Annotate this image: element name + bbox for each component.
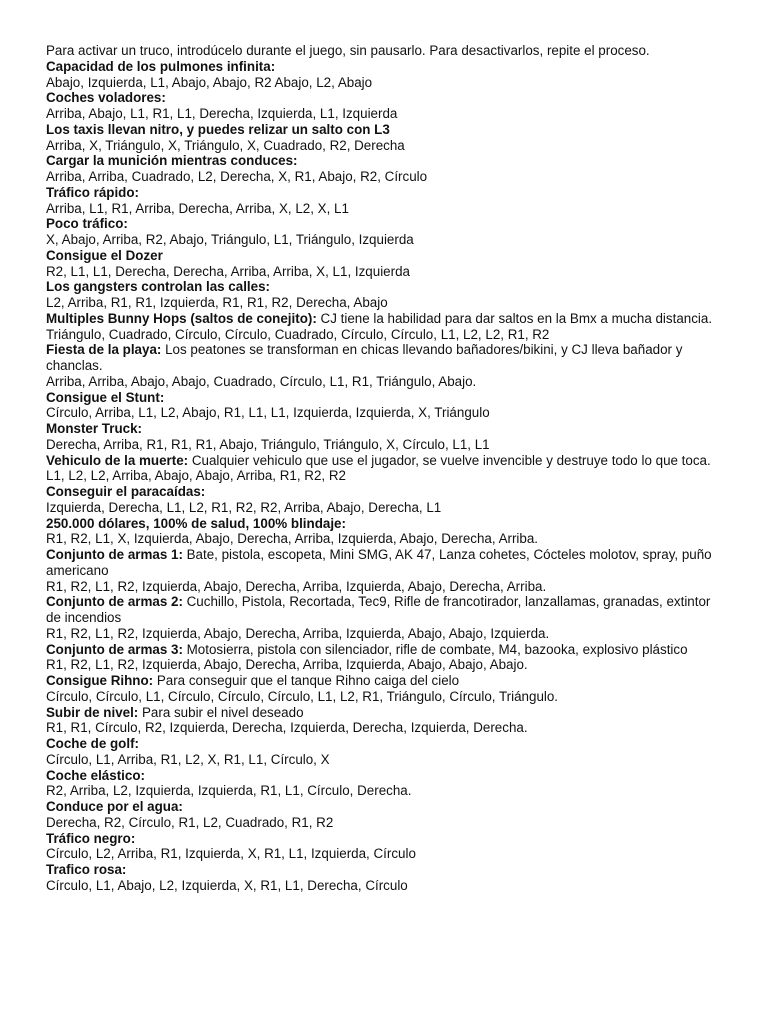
cheat-entry <box>46 390 726 422</box>
cheat-description: Para subir el nivel deseado <box>138 704 304 720</box>
cheat-code: Arriba, Abajo, L1, R1, L1, Derecha, Izquierda, L1, Izquierda <box>46 106 398 121</box>
cheat-heading <box>46 799 726 815</box>
cheat-code: R1, R2, L1, R2, Izquierda, Abajo, Derecha, Arriba, Izquierda, Abajo, Abajo, Abajo. <box>46 657 528 673</box>
cheat-code: Círculo, Círculo, L1, Círculo, Círculo, Círculo, L1, L2, R1, Triángulo, Círculo, Triángulo. <box>46 688 559 704</box>
cheat-entry <box>46 642 726 674</box>
cheat-heading <box>46 594 726 626</box>
cheat-heading <box>46 421 726 437</box>
cheat-entry <box>46 594 726 641</box>
cheat-entry <box>46 705 726 737</box>
cheat-code: Derecha, Arriba, R1, R1, R1, Abajo, Triángulo, Triángulo, X, Círculo, L1, L1 <box>46 436 490 452</box>
cheat-entry <box>46 453 726 485</box>
cheat-heading <box>46 122 726 138</box>
cheat-title: Conjunto de armas 1: <box>46 547 183 562</box>
cheat-list <box>46 59 726 894</box>
cheat-heading <box>46 831 726 847</box>
cheat-code: R1, R1, Círculo, R2, Izquierda, Derecha, Izquierda, Derecha, Izquierda, Derecha. <box>46 720 528 736</box>
cheat-code: R2, Arriba, L2, Izquierda, Izquierda, R1, L1, Círculo, Derecha. <box>46 783 412 799</box>
cheat-entry <box>46 421 726 453</box>
cheat-entry <box>46 185 726 217</box>
cheat-heading <box>46 705 726 721</box>
cheat-title: Los gangsters controlan las calles: <box>46 279 270 295</box>
cheat-code: X, Abajo, Arriba, R2, Abajo, Triángulo, L1, Triángulo, Izquierda <box>46 232 414 247</box>
cheat-title: Vehiculo de la muerte: <box>46 452 189 468</box>
cheat-entry <box>46 799 726 831</box>
cheat-heading <box>46 248 726 264</box>
cheat-description: Cuchillo, Pistola, Recortada, Tec9, Rifle de francotirador, lanzallamas, granadas, extintor de incendios <box>46 594 711 625</box>
cheat-heading <box>46 90 726 106</box>
cheat-code: R1, R2, L1, R2, Izquierda, Abajo, Derecha, Arriba, Izquierda, Abajo, Derecha, Arriba. <box>46 578 547 594</box>
cheat-title: Consigue el Stunt: <box>46 389 165 405</box>
cheat-heading <box>46 453 726 469</box>
cheat-code: Arriba, Arriba, Cuadrado, L2, Derecha, X, R1, Abajo, R2, Círculo <box>46 169 428 184</box>
cheat-code: Círculo, L1, Abajo, L2, Izquierda, X, R1, L1, Derecha, Círculo <box>46 877 408 893</box>
cheat-heading <box>46 185 726 201</box>
cheat-heading <box>46 342 726 374</box>
cheat-code: Círculo, Arriba, L1, L2, Abajo, R1, L1, L1, Izquierda, Izquierda, X, Triángulo <box>46 405 490 421</box>
cheat-title: Cargar la munición mientras conduces: <box>46 153 298 169</box>
cheat-title: Trafico rosa: <box>46 862 127 877</box>
cheat-heading <box>46 311 726 327</box>
cheat-code: Arriba, L1, R1, Arriba, Derecha, Arriba, X, L2, X, L1 <box>46 200 349 216</box>
cheat-code: R1, R2, L1, R2, Izquierda, Abajo, Derecha, Arriba, Izquierda, Abajo, Abajo, Izquierda. <box>46 625 550 641</box>
cheat-description: Motosierra, pistola con silenciador, rifle de combate, M4, bazooka, explosivo plástico <box>182 641 688 657</box>
cheat-title: Poco tráfico: <box>46 216 128 232</box>
cheat-title: Conjunto de armas 2: <box>46 594 183 610</box>
cheat-description: Bate, pistola, escopeta, Mini SMG, AK 47, Lanza cohetes, Cócteles molotov, spray, puño americano <box>46 547 712 578</box>
cheat-description: Para conseguir que el tanque Rihno caiga del cielo <box>153 673 460 688</box>
intro-text: Para activar un truco, introdúcelo durante el juego, sin pausarlo. Para desactivarlos, repite el proceso. <box>46 43 650 58</box>
cheat-description: CJ tiene la habilidad para dar saltos en la Bmx a mucha distancia. <box>316 310 713 326</box>
cheat-title: Multiples Bunny Hops (saltos de conejito): <box>46 310 317 326</box>
cheat-title: Consigue Rihno: <box>46 673 154 688</box>
cheat-title: Conseguir el paracaídas: <box>46 484 206 499</box>
cheat-title: Capacidad de los pulmones infinita: <box>46 58 276 74</box>
cheat-code: Círculo, L1, Arriba, R1, L2, X, R1, L1, Círculo, X <box>46 751 330 767</box>
document-body <box>46 43 726 894</box>
cheat-heading <box>46 153 726 169</box>
cheat-heading <box>46 768 726 784</box>
cheat-code: R1, R2, L1, X, Izquierda, Abajo, Derecha, Arriba, Izquierda, Abajo, Derecha, Arriba. <box>46 531 539 547</box>
cheat-code: L1, L2, L2, Arriba, Abajo, Abajo, Arriba, R1, R2, R2 <box>46 468 346 484</box>
cheat-entry <box>46 831 726 863</box>
cheat-title: Coche elástico: <box>46 767 145 783</box>
cheat-code: Derecha, R2, Círculo, R1, L2, Cuadrado, R1, R2 <box>46 814 334 830</box>
cheat-code: Izquierda, Derecha, L1, L2, R1, R2, R2, Arriba, Abajo, Derecha, L1 <box>46 499 442 515</box>
cheat-heading <box>46 673 726 689</box>
cheat-heading <box>46 736 726 752</box>
cheat-code: Arriba, X, Triángulo, X, Triángulo, X, Cuadrado, R2, Derecha <box>46 137 405 153</box>
cheat-code: R2, L1, L1, Derecha, Derecha, Arriba, Arriba, X, L1, Izquierda <box>46 263 410 279</box>
cheat-title: Conduce por el agua: <box>46 799 183 814</box>
cheat-heading <box>46 279 726 295</box>
cheat-entry <box>46 122 726 154</box>
cheat-entry <box>46 516 726 548</box>
cheat-title: Consigue el Dozer <box>46 247 163 263</box>
cheat-title: Fiesta de la playa: <box>46 342 162 358</box>
cheat-entry <box>46 342 726 389</box>
cheat-title: Coche de golf: <box>46 736 139 751</box>
cheat-heading <box>46 484 726 500</box>
cheat-heading <box>46 642 726 658</box>
cheat-entry <box>46 90 726 122</box>
cheat-heading <box>46 216 726 232</box>
cheat-entry <box>46 279 726 311</box>
cheat-description: Cualquier vehiculo que use el jugador, se vuelve invencible y destruye todo lo que toca. <box>188 452 711 468</box>
cheat-entry <box>46 547 726 594</box>
cheat-title: Conjunto de armas 3: <box>46 641 183 657</box>
cheat-entry <box>46 673 726 705</box>
cheat-entry <box>46 248 726 280</box>
cheat-code: Arriba, Arriba, Abajo, Abajo, Cuadrado, Círculo, L1, R1, Triángulo, Abajo. <box>46 373 477 389</box>
cheat-title: Monster Truck: <box>46 421 142 436</box>
cheat-heading <box>46 59 726 75</box>
cheat-title: Los taxis llevan nitro, y puedes relizar un salto con L3 <box>46 121 390 137</box>
cheat-entry <box>46 484 726 516</box>
cheat-entry <box>46 153 726 185</box>
cheat-entry <box>46 59 726 91</box>
cheat-entry <box>46 862 726 894</box>
cheat-heading <box>46 390 726 406</box>
cheat-title: 250.000 dólares, 100% de salud, 100% blindaje: <box>46 515 346 531</box>
cheat-entry <box>46 736 726 768</box>
cheat-heading <box>46 547 726 579</box>
cheat-heading <box>46 862 726 878</box>
cheat-code: L2, Arriba, R1, R1, Izquierda, R1, R1, R2, Derecha, Abajo <box>46 295 388 310</box>
cheat-heading <box>46 516 726 532</box>
cheat-entry <box>46 768 726 800</box>
cheat-entry <box>46 216 726 248</box>
cheat-title: Tráfico rápido: <box>46 184 140 200</box>
cheat-code: Triángulo, Cuadrado, Círculo, Círculo, Cuadrado, Círculo, Círculo, L1, L2, L2, R1, R2 <box>46 326 550 342</box>
cheat-title: Coches voladores: <box>46 90 166 106</box>
cheat-title: Tráfico negro: <box>46 830 136 846</box>
cheat-code: Círculo, L2, Arriba, R1, Izquierda, X, R1, L1, Izquierda, Círculo <box>46 846 416 862</box>
cheat-description: Los peatones se transforman en chicas llevando bañadores/bikini, y CJ lleva bañador y chanclas. <box>46 342 683 373</box>
cheat-code: Abajo, Izquierda, L1, Abajo, Abajo, R2 Abajo, L2, Abajo <box>46 74 373 90</box>
cheat-entry <box>46 311 726 343</box>
cheat-title: Subir de nivel: <box>46 704 139 720</box>
